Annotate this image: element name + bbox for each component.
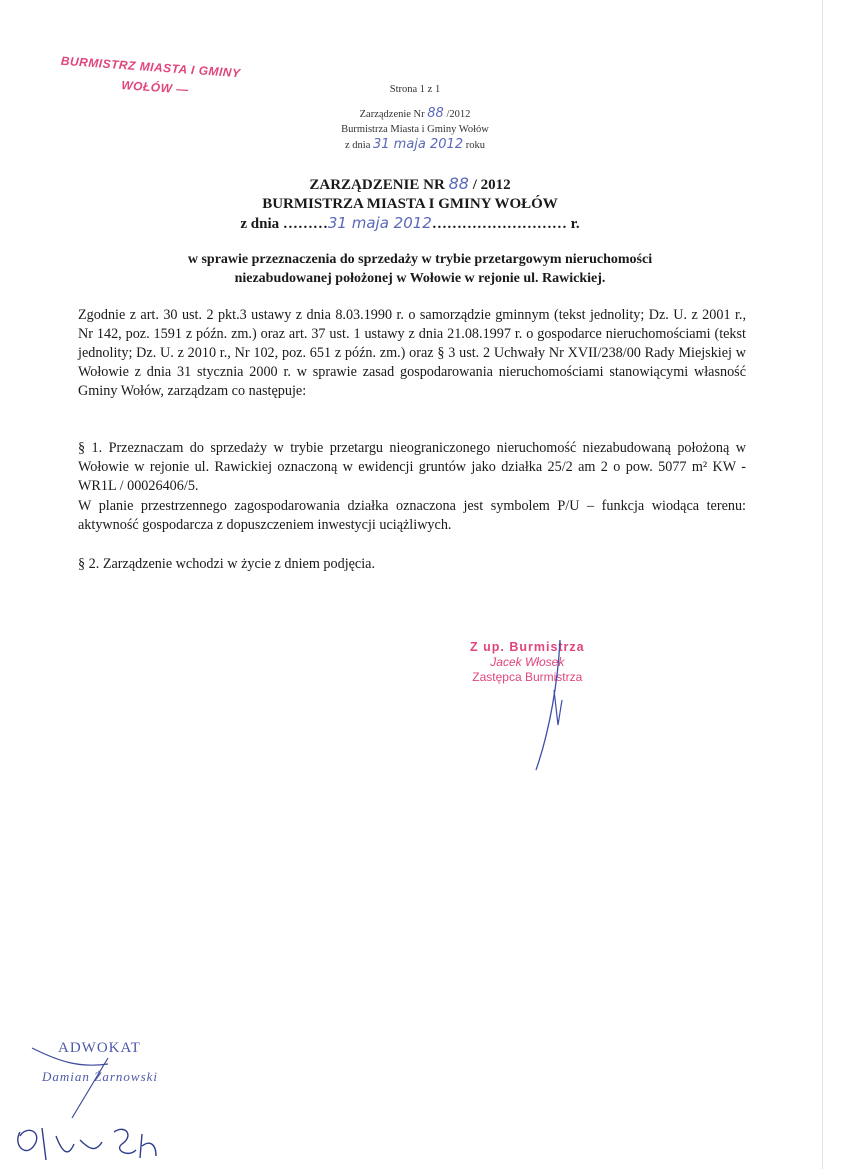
handwritten-signature (520, 630, 580, 780)
ref-number-handwritten: 88 (427, 106, 444, 121)
ref-issuer: Burmistrza Miasta i Gminy Wołów (341, 124, 489, 135)
title-number-handwritten: 88 (448, 174, 469, 193)
section-2-paragraph: § 2. Zarządzenie wchodzi w życie z dniem podjęcia. (78, 556, 376, 572)
adwokat-stamp: ADWOKAT Damian Żarnowski (42, 1040, 159, 1084)
stamp-line-1: BURMISTRZ MIASTA I GMINY (60, 53, 241, 81)
office-stamp (59, 54, 241, 100)
adwokat-signature (10, 1040, 200, 1165)
page-edge (822, 0, 823, 1169)
ref-date-handwritten: 31 maja 2012 (373, 137, 464, 152)
preamble-paragraph: Zgodnie z art. 30 ust. 2 pkt.3 ustawy z dnia 8.03.1990 r. o samorządzie gminnym (tekst jednolity; Dz. U. z 2001 r., Nr 142, poz. 1591 z późn. zm.) oraz art. 37 ust. 1 ustawy z dnia 21.08.1997 r. o gospodarce nieruchomościami (tekst jednolity; Dz. U. z 2010 r., Nr 102, poz. 651 z późn. zm.) oraz § 3 ust. 2 Uchwały Nr XVII/238/00 Rady Miejskiej w Wołowie z dnia 31 stycznia 2000 r. w sprawie zasad gospodarowania nieruchomościami stanowiącymi własność Gminy Wołów, zarządzam co następuje: (78, 307, 746, 399)
section-1-paragraph: § 1. Przeznaczam do sprzedaży w trybie przetargu nieograniczonego nieruchomość niezabudowaną położoną w Wołowie w rejonie ul. Rawickiej oznaczoną w ewidencji gruntów jako działka 25/2 am 2 o pow. 5077 m² KW - WR1L / 00026406/5. (78, 440, 746, 494)
section-1-plan-paragraph: W planie przestrzennego zagospodarowania działka oznaczona jest symbolem P/U – funkcja wiodąca terenu: aktywność gospodarcza z dopuszczeniem inwestycji uciążliwych. (78, 498, 746, 533)
title-issuer: BURMISTRZA MIASTA I GMINY WOŁÓW (262, 196, 558, 212)
document-subject: w sprawie przeznaczenia do sprzedaży w trybie przetargowym nieruchomości niezabudowanej położonej w Wołowie w rejonie ul. Rawickiej. (187, 252, 653, 286)
title-date-handwritten: 31 maja 2012 (327, 214, 432, 232)
signature-stamp: Z up. Burmistrza Jacek Włosek Zastępca Burmistrza (470, 640, 585, 684)
stamp-line-2: WOŁÓW — (120, 78, 190, 97)
header-reference: Zarządzenie Nr 88 /2012 Burmistrza Miasta i Gminy Wołów z dnia 31 maja 2012 roku (300, 106, 530, 153)
page-counter: Strona 1 z 1 (389, 84, 441, 95)
document-title: ZARZĄDZENIE NR 88 / 2012 BURMISTRZA MIASTA I GMINY WOŁÓW z dnia ………31 maja 2012……………………… r. (160, 174, 660, 234)
